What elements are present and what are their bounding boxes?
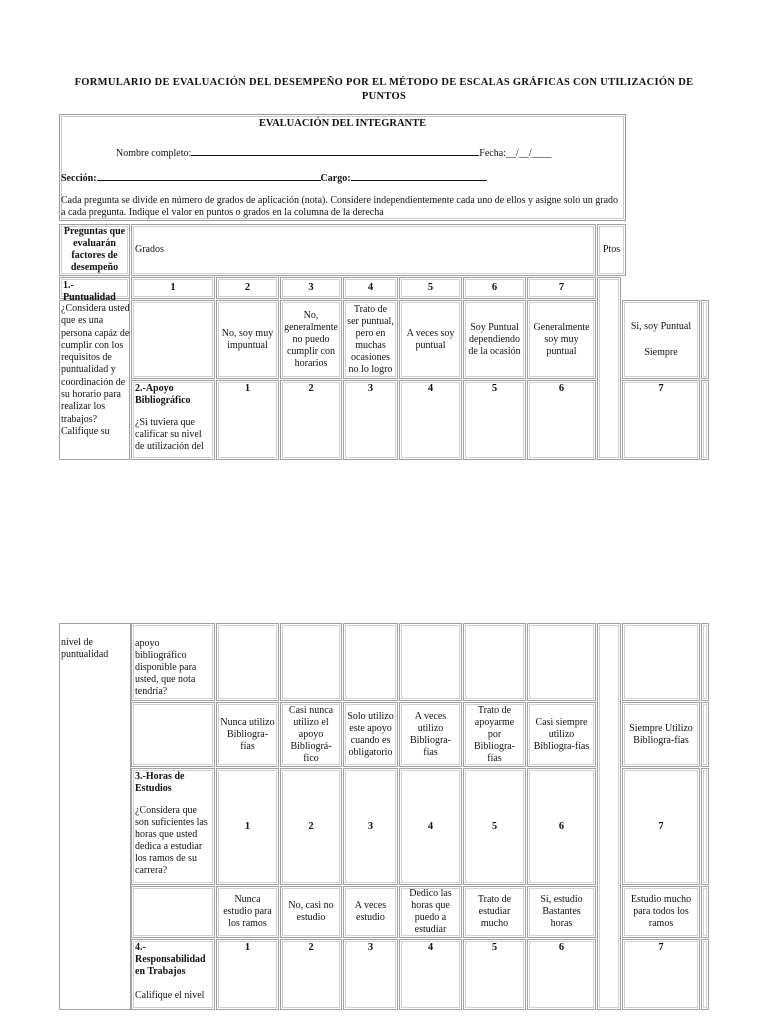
fecha-label: Fecha: bbox=[479, 148, 506, 159]
grados-label: Grados bbox=[135, 244, 164, 255]
q1-grade-4[interactable]: 4 bbox=[343, 277, 398, 299]
q4-grade-6[interactable]: 6 bbox=[527, 939, 596, 1010]
q3-option-2: No, casi no estudio bbox=[280, 886, 342, 938]
q1-grade-3[interactable]: 3 bbox=[280, 277, 342, 299]
q1-grade-5[interactable]: 5 bbox=[399, 277, 462, 299]
q1-option-6: Generalmente soy muy puntual bbox=[527, 300, 596, 379]
q3-grade-2[interactable]: 2 bbox=[280, 768, 342, 885]
q2-cont-ptos[interactable] bbox=[597, 623, 621, 1010]
q1-option-7-line2: Siempre bbox=[644, 347, 678, 358]
instructions-text: Cada pregunta se divide en número de grados de aplicación (nota). Considere independientemente cada uno de ellos y asigne solo un grado a cada pregunta. Indique el valor en puntos o grados en la columna de la derecha bbox=[61, 195, 619, 218]
q2-grade-7[interactable]: 7 bbox=[622, 380, 700, 460]
q2-question: ¿Si tuviera que calificar su nivel de utilización del bbox=[135, 417, 204, 452]
q3-grade-5[interactable]: 5 bbox=[463, 768, 526, 885]
q3-grade-extra bbox=[701, 768, 709, 885]
q3-grade-4[interactable]: 4 bbox=[399, 768, 462, 885]
grados-header bbox=[131, 224, 596, 276]
q2-title: 2.-Apoyo Bibliográfico bbox=[135, 383, 191, 406]
q4-grade-2[interactable]: 2 bbox=[280, 939, 342, 1010]
q1-ptos-cell[interactable] bbox=[597, 277, 621, 460]
ptos-header: Ptos bbox=[597, 224, 626, 276]
q3-title-cell bbox=[131, 768, 215, 885]
q2-cont-6 bbox=[463, 623, 526, 701]
q3-option-extra bbox=[701, 886, 709, 938]
q1-question: ¿Considera usted que es una persona capáz de cumplir con los requisitos de puntualidad y coordinación de su horario para realizar los trabajos? Califique su bbox=[61, 303, 130, 437]
q2-grade-4[interactable]: 4 bbox=[399, 380, 462, 460]
q2-grade-1[interactable]: 1 bbox=[216, 380, 279, 460]
q1-grade-6[interactable]: 6 bbox=[463, 277, 526, 299]
q3-grade-6[interactable]: 6 bbox=[527, 768, 596, 885]
q1-title: 1.-Puntualidad bbox=[59, 277, 130, 299]
q2-cont-5 bbox=[399, 623, 462, 701]
q3-option-7: Estudio mucho para todos los ramos bbox=[622, 886, 700, 938]
q1-extra-cell bbox=[701, 300, 709, 379]
q3-title: 3.-Horas de Estudios bbox=[135, 771, 185, 794]
q4-grade-4[interactable]: 4 bbox=[399, 939, 462, 1010]
q2-question-cont-cell bbox=[131, 623, 215, 701]
q4-question: Califique el nivel bbox=[135, 990, 205, 1001]
q3-option-1: Nunca estudio para los ramos bbox=[216, 886, 279, 938]
q1-option-2: No, generalmente no puedo cumplir con horarios bbox=[280, 300, 342, 379]
q2-cont-4 bbox=[343, 623, 398, 701]
q2-option-6: Casi siempre utilizo Bibliogra-fías bbox=[527, 702, 596, 767]
nombre-label: Nombre completo: bbox=[116, 148, 192, 159]
q4-title: 4.-Responsabilidad en Trabajos bbox=[135, 942, 206, 977]
q2-cont-7 bbox=[527, 623, 596, 701]
q2-cont-2 bbox=[216, 623, 279, 701]
q4-grade-extra bbox=[701, 939, 709, 1010]
cargo-label: Cargo: bbox=[320, 173, 351, 184]
q1-option-5: Soy Puntual dependiendo de la ocasión bbox=[463, 300, 526, 379]
q4-grade-1[interactable]: 1 bbox=[216, 939, 279, 1010]
q3-option-3: A veces estudio bbox=[343, 886, 398, 938]
q4-grade-7[interactable]: 7 bbox=[622, 939, 700, 1010]
q2-grade-3[interactable]: 3 bbox=[343, 380, 398, 460]
q2-question-part2: apoyo bibliográfico disponible para usted, que nota tendría? bbox=[135, 638, 197, 697]
seccion-field[interactable] bbox=[97, 170, 321, 181]
q2-option-7: Siempre Utilizo Bibliogra-fías bbox=[622, 702, 700, 767]
q3-grade-7[interactable]: 7 bbox=[622, 768, 700, 885]
seccion-label: Sección: bbox=[61, 173, 97, 184]
page1-left-border bbox=[59, 300, 130, 460]
q1-question-continued: nivel de puntualidad bbox=[61, 637, 109, 661]
section-heading: EVALUACIÓN DEL INTEGRANTE bbox=[258, 118, 427, 129]
seccion-row bbox=[61, 170, 531, 184]
q2-option-5: Trato de apoyarme por Bibliogra-fías bbox=[463, 702, 526, 767]
page2-left-border bbox=[59, 623, 131, 1010]
q2-option-2: Casi nunca utilizo el apoyo Bibliográ-fico bbox=[280, 702, 342, 767]
q2-cont-8 bbox=[622, 623, 700, 701]
document-title: FORMULARIO DE EVALUACIÓN DEL DESEMPEÑO POR EL MÉTODO DE ESCALAS GRÁFICAS CON UTILIZACIÓN DE PUNTOS bbox=[74, 77, 694, 102]
q1-option-blank bbox=[131, 300, 215, 379]
preguntas-header: Preguntas que evaluarán factores de desempeño bbox=[59, 224, 130, 276]
nombre-row bbox=[116, 145, 576, 159]
q1-grade-2[interactable]: 2 bbox=[216, 277, 279, 299]
q1-option-1: No, soy muy impuntual bbox=[216, 300, 279, 379]
q1-option-4: A veces soy puntual bbox=[399, 300, 462, 379]
q1-grade-7[interactable]: 7 bbox=[527, 277, 596, 299]
cargo-field[interactable] bbox=[351, 170, 487, 181]
q2-option-extra bbox=[701, 702, 709, 767]
q2-option-3: Solo utilizo este apoyo cuando es obligatorio bbox=[343, 702, 398, 767]
q1-option-7-line1: Si, soy Puntual bbox=[630, 321, 692, 332]
nombre-field[interactable] bbox=[191, 145, 479, 156]
q2-option-blank bbox=[131, 702, 215, 767]
q4-grade-5[interactable]: 5 bbox=[463, 939, 526, 1010]
q3-option-5: Trato de estudiar mucho bbox=[463, 886, 526, 938]
q1-option-3: Trato de ser puntual, pero en muchas ocasiones no lo logro bbox=[343, 300, 398, 379]
q4-grade-3[interactable]: 3 bbox=[343, 939, 398, 1010]
q3-grade-1[interactable]: 1 bbox=[216, 768, 279, 885]
q2-title-cell bbox=[131, 380, 215, 460]
q2-option-1: Nunca utilizo Bibliogra-fías bbox=[216, 702, 279, 767]
q4-title-cell bbox=[131, 939, 215, 1010]
q1-grade-1[interactable]: 1 bbox=[131, 277, 215, 299]
q2-option-4: A veces utilizo Bibliogra-fías bbox=[399, 702, 462, 767]
q2-extra-cell bbox=[701, 380, 709, 460]
q2-grade-5[interactable]: 5 bbox=[463, 380, 526, 460]
q2-cont-3 bbox=[280, 623, 342, 701]
q3-question: ¿Considera que son suficientes las horas que usted dedica a estudiar los ramos de su carrera? bbox=[135, 805, 208, 876]
fecha-field[interactable]: __/__/____ bbox=[505, 148, 552, 159]
q2-cont-9 bbox=[701, 623, 709, 701]
q2-grade-2[interactable]: 2 bbox=[280, 380, 342, 460]
q2-grade-6[interactable]: 6 bbox=[527, 380, 596, 460]
q3-grade-3[interactable]: 3 bbox=[343, 768, 398, 885]
q1-option-7 bbox=[622, 300, 700, 379]
q3-option-4: Dedico las horas que puedo a estudiar bbox=[399, 886, 462, 938]
q3-option-6: Si, estudio Bastantes horas bbox=[527, 886, 596, 938]
q3-option-blank bbox=[131, 886, 215, 938]
